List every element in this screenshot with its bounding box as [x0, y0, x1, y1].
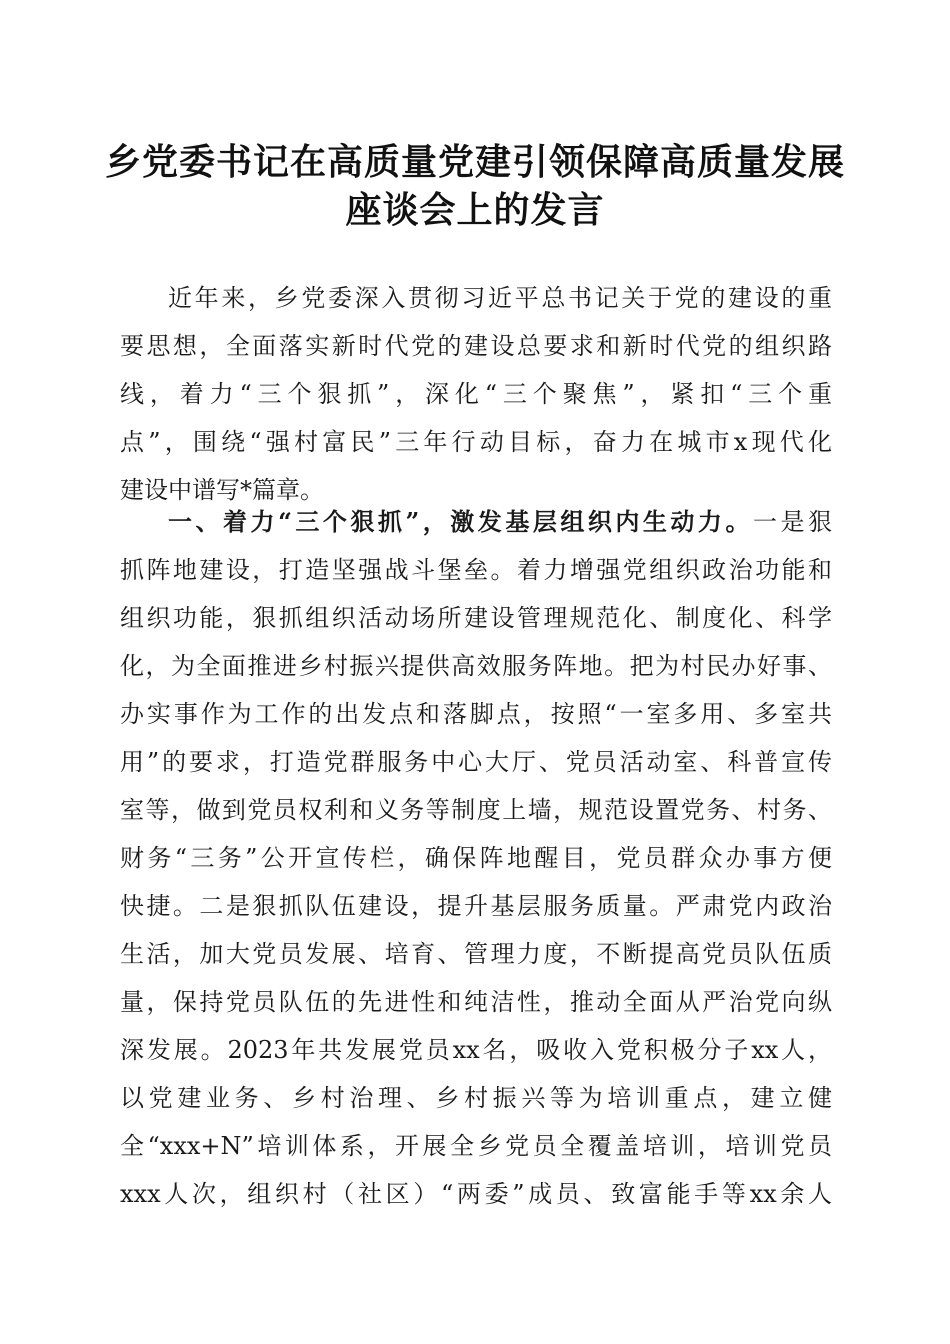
section-heading-line: [168, 498, 832, 546]
paragraph-line: 化，为全面推进乡村振兴提供高效服务阵地。把为村民办好事、: [120, 652, 832, 680]
paragraph-line: 建设中谱写*篇章。: [120, 476, 324, 504]
paragraph-line: 点”，围绕“强村富民”三年行动目标，奋力在城市x现代化: [120, 428, 832, 456]
paragraph-line: 量，保持党员队伍的先进性和纯洁性，推动全面从严治党向纵: [120, 988, 832, 1016]
section-heading: 一、着力“三个狠抓”，激发基层组织内生动力。: [168, 507, 753, 536]
paragraph-line: 抓阵地建设，打造坚强战斗堡垒。着力增强党组织政治功能和: [120, 556, 832, 584]
paragraph-line: 用”的要求，打造党群服务中心大厅、党员活动室、科普宣传: [120, 748, 832, 776]
document-title-line-2: 座谈会上的发言: [345, 189, 605, 231]
paragraph-line: 以党建业务、乡村治理、乡村振兴等为培训重点，建立健: [120, 1084, 832, 1112]
paragraph-line: 快捷。二是狠抓队伍建设，提升基层服务质量。严肃党内政治: [120, 892, 832, 920]
paragraph-line: 生活，加大党员发展、培育、管理力度，不断提高党员队伍质: [120, 940, 832, 968]
paragraph-line: 室等，做到党员权利和义务等制度上墙，规范设置党务、村务、: [120, 796, 832, 824]
paragraph-line: 办实事作为工作的出发点和落脚点，按照“一室多用、多室共: [120, 700, 832, 728]
document-title-line-1: 乡党委书记在高质量党建引领保障高质量发展: [104, 141, 845, 183]
paragraph-line: xxx人次，组织村（社区）“两委”成员、致富能手等xx余人: [120, 1180, 832, 1208]
section-heading-rest: 一是狠: [752, 508, 833, 536]
paragraph-line: 财务“三务”公开宣传栏，确保阵地醒目，党员群众办事方便: [120, 844, 832, 872]
paragraph-line: 线，着力“三个狠抓”，深化“三个聚焦”，紧扣“三个重: [120, 380, 832, 408]
paragraph-line: 组织功能，狠抓组织活动场所建设管理规范化、制度化、科学: [120, 604, 832, 632]
paragraph-line: 近年来，乡党委深入贯彻习近平总书记关于党的建设的重: [168, 284, 832, 312]
paragraph-line: 深发展。2023年共发展党员xx名，吸收入党积极分子xx人，: [120, 1036, 832, 1064]
paragraph-line: 要思想，全面落实新时代党的建设总要求和新时代党的组织路: [120, 332, 832, 360]
paragraph-line: 全“xxx+N”培训体系，开展全乡党员全覆盖培训，培训党员: [120, 1132, 832, 1160]
